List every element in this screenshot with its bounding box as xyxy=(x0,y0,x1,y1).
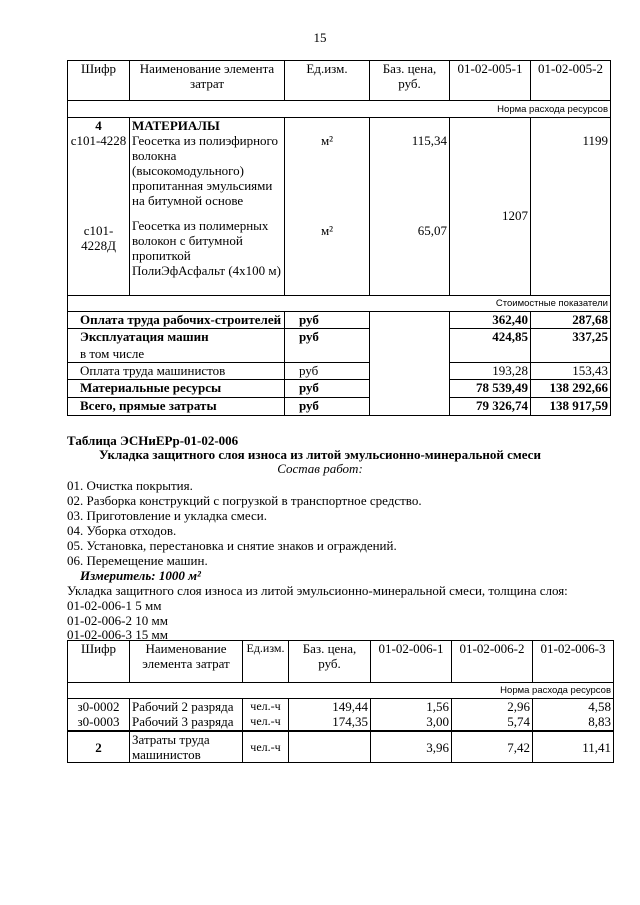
total-unit: чел.-ч xyxy=(243,731,289,763)
row-value-col3: 8,83 xyxy=(533,714,614,731)
cost-value-1-col1: 362,40 xyxy=(450,312,531,329)
cost-price-3 xyxy=(370,346,450,363)
measure-unit: Измеритель: 1000 м² xyxy=(80,568,201,583)
materials-names xyxy=(130,118,285,296)
cost-price-6 xyxy=(370,398,450,416)
cost-value-2-col2: 337,25 xyxy=(531,329,611,346)
table-row xyxy=(68,714,614,731)
section-title: МАТЕРИАЛЫ xyxy=(132,118,220,133)
row-value-col2: 2,96 xyxy=(452,699,533,715)
material-value-2-col1: 1207 xyxy=(502,208,528,223)
cost-unit-5: руб xyxy=(285,380,370,398)
row-name: Рабочий 2 разряда xyxy=(130,699,243,715)
cost-unit-1: руб xyxy=(285,312,370,329)
cost-unit-4: руб xyxy=(285,363,370,380)
cost-value-4-col2: 153,43 xyxy=(531,363,611,380)
table-header-row xyxy=(68,61,611,101)
cost-value-4-col1: 193,28 xyxy=(450,363,531,380)
materials-col1 xyxy=(450,118,531,296)
description: Укладка защитного слоя износа из литой эмульсионно-минеральной смеси, толщина слоя: xyxy=(67,583,568,598)
cost-name-3: в том числе xyxy=(68,346,285,363)
resource-table-01-02-006 xyxy=(67,640,614,763)
work-item: 02. Разборка конструкций с погрузкой в транспортное средство. xyxy=(67,493,422,508)
row-code: з0-0003 xyxy=(68,714,130,731)
header-name: Наименование элемента затрат xyxy=(130,61,285,101)
cost-value-3-col2 xyxy=(531,346,611,363)
row-value-col2: 5,74 xyxy=(452,714,533,731)
total-value-col2: 7,42 xyxy=(452,731,533,763)
material-name-2: Геосетка из полимерных волокон с битумной пропиткой ПолиЭфАсфальт (4х100 м) xyxy=(132,218,281,278)
cost-value-6-col1: 79 326,74 xyxy=(450,398,531,416)
cost-label-row xyxy=(68,296,611,312)
materials-col2 xyxy=(531,118,611,296)
header-col2: 01-02-006-2 xyxy=(452,641,533,683)
norm-label: Норма расхода ресурсов xyxy=(68,101,611,118)
cost-row xyxy=(68,346,611,363)
cost-row xyxy=(68,398,611,416)
cost-row xyxy=(68,363,611,380)
header-col3: 01-02-006-3 xyxy=(533,641,614,683)
work-item: 05. Установка, перестановка и снятие знаков и ограждений. xyxy=(67,538,397,553)
cost-price-4 xyxy=(370,363,450,380)
table-label: Таблица ЭСНиЕРр-01-02-006 xyxy=(67,433,239,448)
row-value-col1: 3,00 xyxy=(371,714,452,731)
header-unit: Ед.изм. xyxy=(243,641,289,683)
variant-item: 01-02-006-1 5 мм xyxy=(67,598,162,613)
cost-value-5-col1: 78 539,49 xyxy=(450,380,531,398)
material-code-2a: с101- xyxy=(83,223,114,238)
material-unit-1: м² xyxy=(320,133,334,148)
variant-item: 01-02-006-2 10 мм xyxy=(67,613,168,628)
materials-codes xyxy=(68,118,130,296)
norm-label-row xyxy=(68,683,614,699)
header-name: Наименование элемента затрат xyxy=(130,641,243,683)
materials-prices xyxy=(370,118,450,296)
work-item: 04. Уборка отходов. xyxy=(67,523,177,538)
section-number: 4 xyxy=(95,118,102,133)
header-col1: 01-02-006-1 xyxy=(371,641,452,683)
row-unit: чел.-ч xyxy=(243,699,289,715)
row-value-col3: 4,58 xyxy=(533,699,614,715)
materials-row xyxy=(68,118,611,296)
materials-units xyxy=(285,118,370,296)
material-price-2: 65,07 xyxy=(417,223,447,238)
norm-label: Норма расхода ресурсов xyxy=(68,683,614,699)
total-code: 2 xyxy=(68,731,130,763)
cost-unit-6: руб xyxy=(285,398,370,416)
work-item: 01. Очистка покрытия. xyxy=(67,478,193,493)
section-title: Укладка защитного слоя износа из литой эмульсионно-минеральной смеси xyxy=(99,447,541,462)
variant-item: 01-02-006-3 15 мм xyxy=(67,627,168,642)
page-number: 15 xyxy=(313,30,327,45)
work-item: 03. Приготовление и укладка смеси. xyxy=(67,508,267,523)
material-code-1: с101-4228 xyxy=(70,133,127,148)
header-code: Шифр xyxy=(68,61,130,101)
material-price-1: 115,34 xyxy=(411,133,447,148)
cost-row xyxy=(68,380,611,398)
row-code: з0-0002 xyxy=(68,699,130,715)
header-col2: 01-02-005-2 xyxy=(531,61,611,101)
total-name: Затраты труда машинистов xyxy=(130,731,243,763)
material-value-1-col2: 1199 xyxy=(582,133,608,148)
total-row xyxy=(68,731,614,763)
cost-value-5-col2: 138 292,66 xyxy=(531,380,611,398)
material-code-2b: 4228Д xyxy=(81,238,116,253)
cost-name-5: Материальные ресурсы xyxy=(68,380,285,398)
total-value-col1: 3,96 xyxy=(371,731,452,763)
total-price xyxy=(289,731,371,763)
total-value-col3: 11,41 xyxy=(533,731,614,763)
header-unit: Ед.изм. xyxy=(285,61,370,101)
cost-value-2-col1: 424,85 xyxy=(450,329,531,346)
cost-unit-3 xyxy=(285,346,370,363)
resource-table-01-02-005 xyxy=(67,60,611,416)
cost-name-6: Всего, прямые затраты xyxy=(68,398,285,416)
cost-unit-2: руб xyxy=(285,329,370,346)
work-item: 06. Перемещение машин. xyxy=(67,553,208,568)
cost-price-2 xyxy=(370,329,450,346)
row-price: 174,35 xyxy=(289,714,371,731)
cost-value-1-col2: 287,68 xyxy=(531,312,611,329)
header-price: Баз. цена, руб. xyxy=(289,641,371,683)
table-header-row xyxy=(68,641,614,683)
header-price: Баз. цена, руб. xyxy=(370,61,450,101)
row-value-col1: 1,56 xyxy=(371,699,452,715)
norm-label-row xyxy=(68,101,611,118)
material-unit-2: м² xyxy=(320,223,334,238)
cost-price-1 xyxy=(370,312,450,329)
row-price: 149,44 xyxy=(289,699,371,715)
header-col1: 01-02-005-1 xyxy=(450,61,531,101)
table-row xyxy=(68,699,614,715)
cost-row xyxy=(68,329,611,346)
material-name-1: Геосетка из полиэфирного волокна (высокомодульного) пропитанная эмульсиями на битумной основе xyxy=(132,133,279,208)
cost-price-5 xyxy=(370,380,450,398)
cost-name-2: Эксплуатация машин xyxy=(68,329,285,346)
cost-value-6-col2: 138 917,59 xyxy=(531,398,611,416)
works-heading: Состав работ: xyxy=(277,461,363,476)
cost-name-1: Оплата труда рабочих-строителей xyxy=(68,312,285,329)
header-code: Шифр xyxy=(68,641,130,683)
cost-name-4: Оплата труда машинистов xyxy=(68,363,285,380)
cost-value-3-col1 xyxy=(450,346,531,363)
row-name: Рабочий 3 разряда xyxy=(130,714,243,731)
cost-label: Стоимостные показатели xyxy=(68,296,611,312)
cost-row xyxy=(68,312,611,329)
row-unit: чел.-ч xyxy=(243,714,289,731)
